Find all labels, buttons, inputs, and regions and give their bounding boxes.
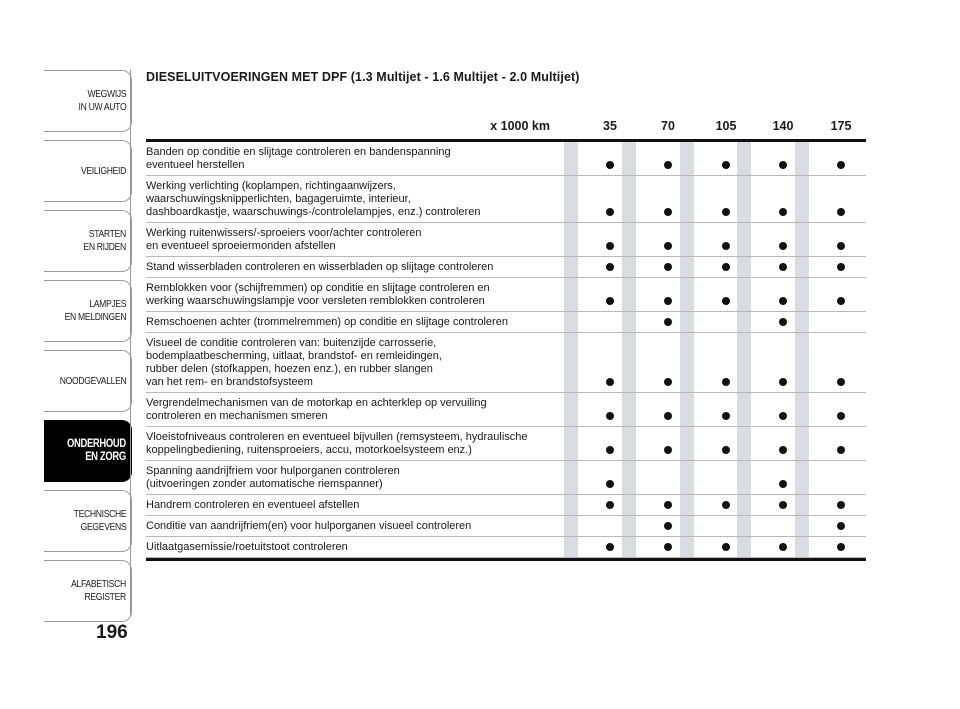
check-dot: [779, 318, 787, 326]
table-row: [146, 393, 866, 427]
column-header-175: 175: [830, 119, 852, 133]
sidebar-tab-label: NOODGEVALLEN: [59, 374, 127, 387]
check-dot: [664, 446, 672, 454]
row-description: Handrem controleren en eventueel afstellen: [146, 499, 360, 511]
table-row: [146, 257, 866, 278]
check-dot: [837, 161, 845, 169]
sidebar-tab-5[interactable]: [44, 420, 132, 482]
sidebar-tab-label: ALFABETISCH REGISTER: [71, 578, 127, 603]
row-description: Werking ruitenwissers/-sproeiers voor/achter controleren en eventueel sproeiermonden afstellen: [146, 227, 422, 252]
check-dot: [779, 501, 787, 509]
check-dot: [664, 208, 672, 216]
check-dot: [606, 208, 614, 216]
sidebar-tab-1[interactable]: [44, 140, 132, 202]
check-dot: [722, 263, 730, 271]
check-dot: [722, 242, 730, 250]
check-dot: [606, 543, 614, 551]
table-row: [146, 176, 866, 223]
table-row: [146, 223, 866, 257]
chapter-sidebar: [44, 70, 132, 630]
sidebar-tab-label: TECHNISCHE GEGEVENS: [73, 508, 127, 533]
row-description: Banden op conditie en slijtage controleren en bandenspanning eventueel herstellen: [146, 146, 451, 171]
table-row: [146, 537, 866, 558]
check-dot: [664, 297, 672, 305]
row-description: Stand wisserbladen controleren en wisserbladen op slijtage controleren: [146, 261, 494, 273]
sidebar-tab-label: ONDERHOUD EN ZORG: [67, 438, 127, 463]
table-row: [146, 427, 866, 461]
check-dot: [779, 263, 787, 271]
column-header-70: 70: [661, 119, 675, 133]
column-header-35: 35: [603, 119, 617, 133]
check-dot: [664, 263, 672, 271]
check-dot: [837, 501, 845, 509]
check-dot: [779, 378, 787, 386]
maintenance-table: [146, 115, 866, 561]
table-row: [146, 312, 866, 333]
check-dot: [606, 378, 614, 386]
check-dot: [779, 208, 787, 216]
table-body: [146, 142, 866, 558]
table-row: [146, 495, 866, 516]
check-dot: [664, 543, 672, 551]
check-dot: [779, 161, 787, 169]
column-header-105: 105: [715, 119, 737, 133]
check-dot: [837, 242, 845, 250]
check-dot: [779, 297, 787, 305]
sidebar-divider: [130, 70, 131, 616]
check-dot: [722, 208, 730, 216]
check-dot: [722, 543, 730, 551]
sidebar-tab-label: WEGWIJS IN UW AUTO: [78, 88, 127, 113]
check-dot: [779, 446, 787, 454]
row-description: Remblokken voor (schijfremmen) op conditie en slijtage controleren en werking waarschuwingslampje voor versleten remblokken controleren: [146, 282, 490, 307]
check-dot: [606, 446, 614, 454]
sidebar-tab-0[interactable]: [44, 70, 132, 132]
check-dot: [664, 501, 672, 509]
sidebar-tab-3[interactable]: [44, 280, 132, 342]
page-title: DIESELUITVOERINGEN MET DPF (1.3 Multijet - 1.6 Multijet - 2.0 Multijet): [146, 70, 580, 84]
row-description: Conditie van aandrijfriem(en) voor hulporganen visueel controleren: [146, 520, 472, 532]
check-dot: [606, 501, 614, 509]
page-number: 196: [96, 622, 128, 643]
check-dot: [606, 263, 614, 271]
check-dot: [837, 378, 845, 386]
check-dot: [779, 543, 787, 551]
check-dot: [722, 412, 730, 420]
sidebar-tab-6[interactable]: [44, 490, 132, 552]
check-dot: [664, 522, 672, 530]
unit-label: x 1000 km: [490, 119, 550, 133]
check-dot: [664, 318, 672, 326]
sidebar-tab-2[interactable]: [44, 210, 132, 272]
check-dot: [606, 297, 614, 305]
row-description: Spanning aandrijfriem voor hulporganen controleren (uitvoeringen zonder automatische riemspanner): [146, 465, 400, 490]
check-dot: [664, 412, 672, 420]
check-dot: [606, 161, 614, 169]
column-header-140: 140: [772, 119, 794, 133]
table-row: [146, 333, 866, 393]
table-row: [146, 278, 866, 312]
check-dot: [606, 412, 614, 420]
sidebar-tab-7[interactable]: [44, 560, 132, 622]
sidebar-tab-4[interactable]: [44, 350, 132, 412]
sidebar-tab-label: STARTEN EN RIJDEN: [83, 228, 127, 253]
table-bottom-rule: [146, 558, 866, 561]
check-dot: [837, 208, 845, 216]
check-dot: [722, 446, 730, 454]
check-dot: [606, 480, 614, 488]
row-description: Werking verlichting (koplampen, richtingaanwijzers, waarschuwingsknipperlichten, bagageruimte, interieur, dashboardkastje, waarschuwings-/controlelampjes, enz.) controleren: [146, 180, 481, 218]
sidebar-tab-label: VEILIGHEID: [81, 164, 127, 177]
check-dot: [837, 543, 845, 551]
check-dot: [664, 378, 672, 386]
check-dot: [837, 446, 845, 454]
row-description: Vergrendelmechanismen van de motorkap en achterklep op vervuiling controleren en mechanismen smeren: [146, 397, 487, 422]
check-dot: [664, 161, 672, 169]
row-description: Vloeistofniveaus controleren en eventueel bijvullen (remsysteem, hydraulische koppelingbediening, ruitensproeiers, accu, motorkoelsysteem enz.): [146, 431, 528, 456]
table-row: [146, 516, 866, 537]
check-dot: [837, 263, 845, 271]
table-row: [146, 461, 866, 495]
table-row: [146, 142, 866, 176]
table-header: [146, 115, 866, 142]
check-dot: [837, 522, 845, 530]
sidebar-tab-label: LAMPJES EN MELDINGEN: [64, 298, 127, 323]
check-dot: [779, 242, 787, 250]
check-dot: [722, 501, 730, 509]
check-dot: [779, 480, 787, 488]
row-description: Visueel de conditie controleren van: buitenzijde carrosserie, bodemplaatbescherming, uitlaat, brandstof- en remleidingen, rubber delen (stofkappen, hoezen enz.), en rubber slangen van het rem- en brandstofsysteem: [146, 337, 442, 388]
check-dot: [722, 297, 730, 305]
check-dot: [722, 378, 730, 386]
row-description: Uitlaatgasemissie/roetuitstoot controleren: [146, 541, 348, 553]
check-dot: [837, 412, 845, 420]
check-dot: [837, 297, 845, 305]
row-description: Remschoenen achter (trommelremmen) op conditie en slijtage controleren: [146, 316, 508, 328]
check-dot: [779, 412, 787, 420]
check-dot: [664, 242, 672, 250]
check-dot: [722, 161, 730, 169]
check-dot: [606, 242, 614, 250]
